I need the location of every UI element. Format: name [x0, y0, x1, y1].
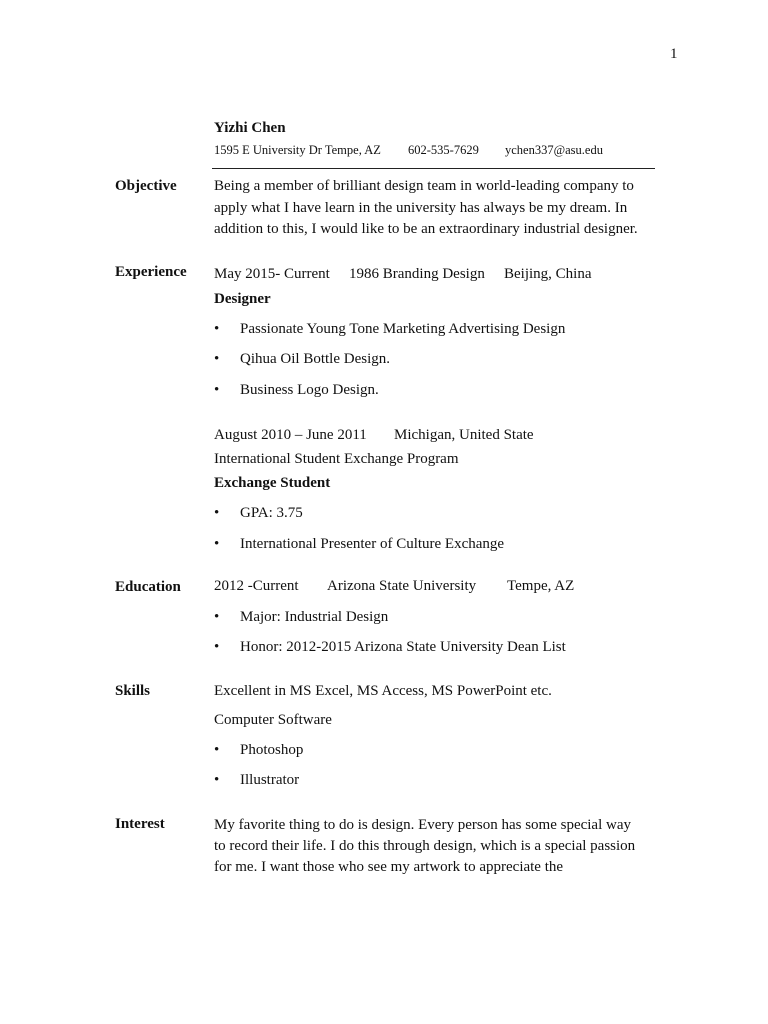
job2-dates: August 2010 – June 2011: [214, 427, 367, 443]
education-dates: 2012 -Current: [214, 578, 299, 594]
skills-bullet-2: [214, 772, 299, 789]
objective-line-2: apply what I have learn in the university has always be my dream. In: [214, 200, 628, 216]
interest-line-3: for me. I want those who see my artwork to appreciate the: [214, 859, 564, 875]
job1-bullet-3: [214, 382, 379, 399]
job2-bullet-2: [214, 536, 504, 553]
bullet-icon: •: [214, 609, 220, 625]
skills-bullet-1: [214, 742, 303, 759]
section-label-skills: Skills: [115, 683, 151, 699]
bullet-icon: •: [214, 772, 220, 788]
skills-bullet-text: Photoshop: [240, 742, 304, 758]
job1-bullet-2: [214, 351, 390, 368]
bullet-icon: •: [214, 505, 220, 521]
job2-bullet-text: International Presenter of Culture Exchange: [240, 536, 505, 552]
job1-bullet-1: [214, 321, 565, 338]
section-label-experience: Experience: [115, 264, 187, 280]
bullet-icon: •: [214, 742, 220, 758]
bullet-icon: •: [214, 382, 220, 398]
interest-line-2: to record their life. I do this through design, which is a special passion: [214, 838, 636, 854]
job2-title: Exchange Student: [214, 475, 331, 491]
education-bullet-text: Honor: 2012-2015 Arizona State University Dean List: [240, 639, 566, 655]
education-school: Arizona State University: [327, 578, 477, 594]
section-label-education: Education: [115, 579, 181, 595]
contact-email: ychen337@asu.edu: [505, 143, 603, 157]
job1-location: Beijing, China: [504, 266, 592, 282]
interest-line-1: My favorite thing to do is design. Every person has some special way: [214, 817, 631, 833]
job2-bullet-1: [214, 505, 303, 522]
page-number: 1: [670, 46, 678, 62]
skills-line-2: Computer Software: [214, 712, 332, 728]
header-divider: [212, 168, 655, 169]
job1-title: Designer: [214, 291, 271, 307]
education-bullet-2: [214, 639, 566, 656]
objective-line-3: addition to this, I would like to be an extraordinary industrial designer.: [214, 221, 638, 237]
objective-line-1: Being a member of brilliant design team in world-leading company to: [214, 178, 634, 194]
skills-line-1: Excellent in MS Excel, MS Access, MS PowerPoint etc.: [214, 683, 552, 699]
bullet-icon: •: [214, 536, 220, 552]
section-label-interest: Interest: [115, 816, 165, 832]
bullet-icon: •: [214, 351, 220, 367]
contact-address: 1595 E University Dr Tempe, AZ: [214, 143, 381, 157]
bullet-icon: •: [214, 639, 220, 655]
job1-company: 1986 Branding Design: [349, 266, 485, 282]
skills-bullet-text: Illustrator: [240, 772, 300, 788]
job1-bullet-text: Business Logo Design.: [240, 382, 379, 398]
job2-location: Michigan, United State: [394, 427, 534, 443]
section-label-objective: Objective: [115, 178, 177, 194]
applicant-name: Yizhi Chen: [214, 120, 286, 136]
job2-bullet-text: GPA: 3.75: [240, 505, 303, 521]
job2-program: International Student Exchange Program: [214, 451, 459, 467]
bullet-icon: •: [214, 321, 220, 337]
job1-dates: May 2015- Current: [214, 266, 330, 282]
contact-phone: 602-535-7629: [408, 143, 479, 157]
education-location: Tempe, AZ: [507, 578, 575, 594]
job1-bullet-text: Qihua Oil Bottle Design.: [240, 351, 390, 367]
job1-bullet-text: Passionate Young Tone Marketing Advertising Design: [240, 321, 566, 337]
education-bullet-text: Major: Industrial Design: [240, 609, 389, 625]
education-bullet-1: [214, 609, 388, 626]
